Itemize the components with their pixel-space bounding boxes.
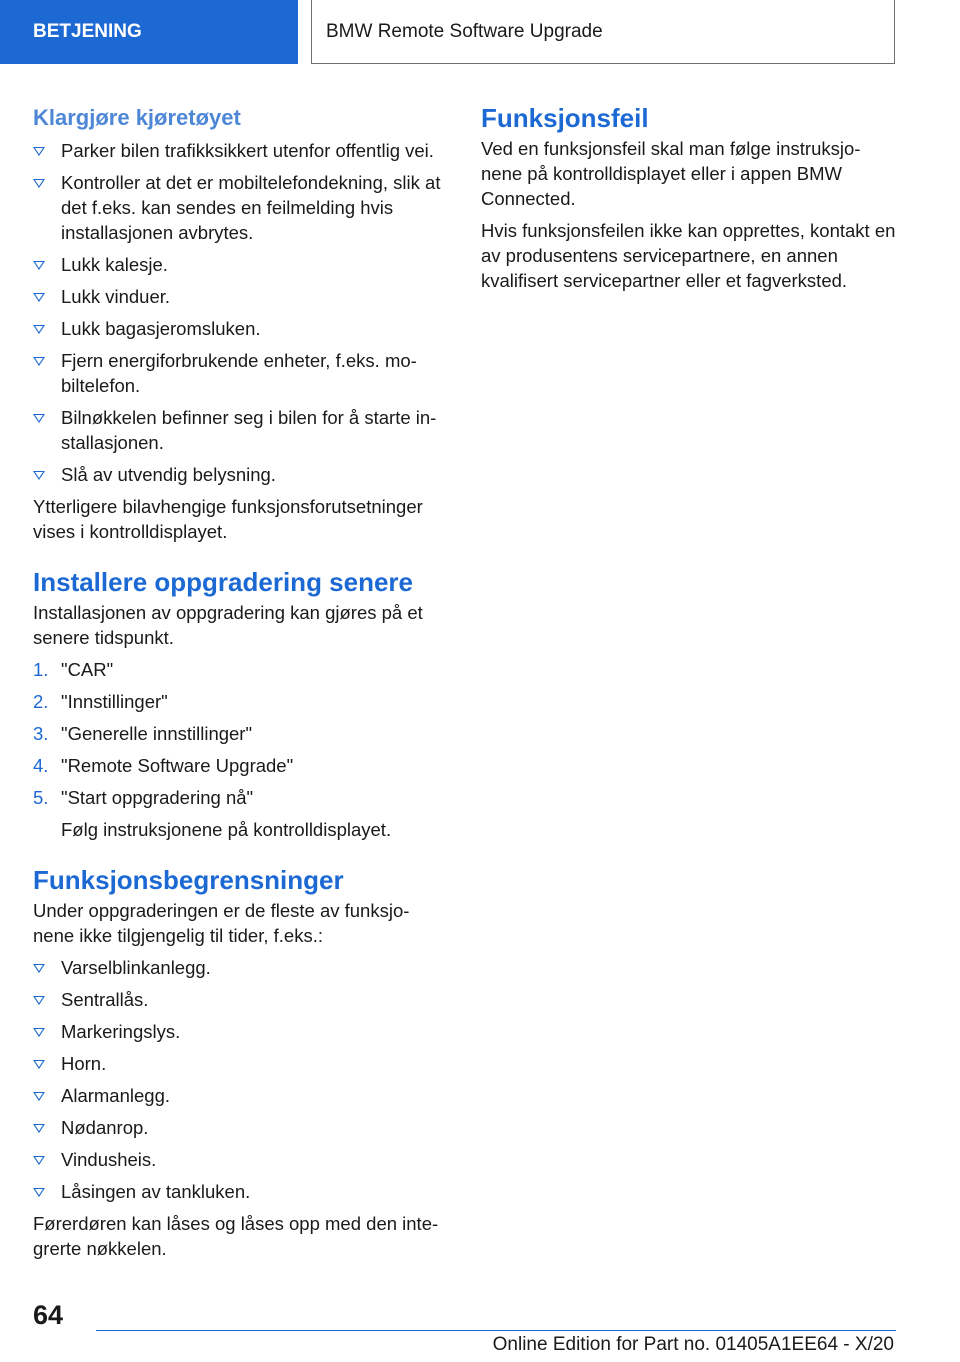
step-item: 4. "Remote Software Upgrade" <box>33 755 294 776</box>
list-item: Slå av utvendig belysning. <box>33 462 448 487</box>
list-item: Parker bilen trafikksikkert utenfor offentlig vei. <box>33 138 448 163</box>
triangle-bullet-icon <box>33 1156 45 1165</box>
list-item: Alarmanlegg. <box>33 1083 448 1108</box>
triangle-bullet-icon <box>33 179 45 188</box>
triangle-bullet-icon <box>33 1188 45 1197</box>
step-item: 3. "Generelle innstillinger" <box>33 723 253 744</box>
section-install-later <box>33 566 448 842</box>
prepare-list <box>33 138 448 487</box>
list-item: Låsingen av tankluken. <box>33 1179 448 1204</box>
triangle-bullet-icon <box>33 1060 45 1069</box>
right-column <box>481 100 901 300</box>
left-column <box>33 100 448 1268</box>
step-item: 1. "CAR" <box>33 659 114 680</box>
triangle-bullet-icon <box>33 414 45 423</box>
footer-edition: Online Edition for Part no. 01405A1EE64 - X/20 <box>492 1334 894 1355</box>
list-item: Fjern energiforbrukende enheter, f.eks. mo-biltelefon. <box>33 348 448 398</box>
step-item: 5. "Start oppgradering nå" Følg instruksjonene på kontrolldisplayet. <box>33 787 392 840</box>
chapter-header <box>311 0 895 64</box>
section-limitations <box>33 864 448 1261</box>
step-note: Følg instruksjonene på kontrolldisplayet. <box>61 819 392 840</box>
list-item: Bilnøkkelen befinner seg i bilen for å starte in-stallasjonen. <box>33 405 448 455</box>
page-number: 64 <box>33 1300 64 1330</box>
step-number: 5. <box>33 787 49 808</box>
list-item: Horn. <box>33 1051 448 1076</box>
limitations-note: Førerdøren kan låses og låses opp med den inte-grerte nøkkelen. <box>33 1213 439 1259</box>
list-item: Markeringslys. <box>33 1019 448 1044</box>
list-item: Varselblinkanlegg. <box>33 955 448 980</box>
install-steps <box>33 657 448 842</box>
list-item: Vindusheis. <box>33 1147 448 1172</box>
limitations-intro: Under oppgraderingen er de fleste av funksjo-nene ikke tilgjengelig til tider, f.eks.: <box>33 900 410 946</box>
triangle-bullet-icon <box>33 1092 45 1101</box>
triangle-bullet-icon <box>33 964 45 973</box>
triangle-bullet-icon <box>33 996 45 1005</box>
heading-malfunction: Funksjonsfeil <box>481 103 649 133</box>
triangle-bullet-icon <box>33 261 45 270</box>
footer-divider <box>96 1330 896 1331</box>
list-item: Lukk vinduer. <box>33 284 448 309</box>
prepare-note: Ytterligere bilavhengige funksjonsforutsetninger vises i kontrolldisplayet. <box>33 496 423 542</box>
malfunction-text-1: Ved en funksjonsfeil skal man følge instruksjo-nene på kontrolldisplayet eller i appen BMW Connected. <box>481 138 861 209</box>
section-tab <box>0 0 298 64</box>
list-item: Kontroller at det er mobiltelefondekning, slik at det f.eks. kan sendes en feilmelding hvis installasjonen avbrytes. <box>33 170 448 245</box>
heading-prepare-vehicle: Klargjøre kjøretøyet <box>33 105 241 130</box>
install-later-intro: Installasjonen av oppgradering kan gjøres på et senere tidspunkt. <box>33 602 423 648</box>
chapter-title: BMW Remote Software Upgrade <box>326 20 603 42</box>
heading-limitations: Funksjonsbegrensninger <box>33 865 344 895</box>
list-item: Nødanrop. <box>33 1115 448 1140</box>
list-item: Lukk bagasjeromsluken. <box>33 316 448 341</box>
malfunction-text-2: Hvis funksjonsfeilen ikke kan opprettes, kontakt en av produsentens servicepartnere, en annen kvalifisert servicepartner eller et fagverksted. <box>481 220 896 291</box>
triangle-bullet-icon <box>33 325 45 334</box>
step-number: 2. <box>33 691 49 712</box>
step-number: 4. <box>33 755 49 776</box>
triangle-bullet-icon <box>33 471 45 480</box>
step-item: 2. "Innstillinger" <box>33 691 168 712</box>
triangle-bullet-icon <box>33 293 45 302</box>
triangle-bullet-icon <box>33 1028 45 1037</box>
triangle-bullet-icon <box>33 1124 45 1133</box>
heading-install-later: Installere oppgradering senere <box>33 567 414 597</box>
step-number: 3. <box>33 723 49 744</box>
triangle-bullet-icon <box>33 147 45 156</box>
list-item: Sentrallås. <box>33 987 448 1012</box>
limitations-list <box>33 955 448 1204</box>
section-title: BETJENING <box>33 21 142 42</box>
step-number: 1. <box>33 659 49 680</box>
triangle-bullet-icon <box>33 357 45 366</box>
list-item: Lukk kalesje. <box>33 252 448 277</box>
